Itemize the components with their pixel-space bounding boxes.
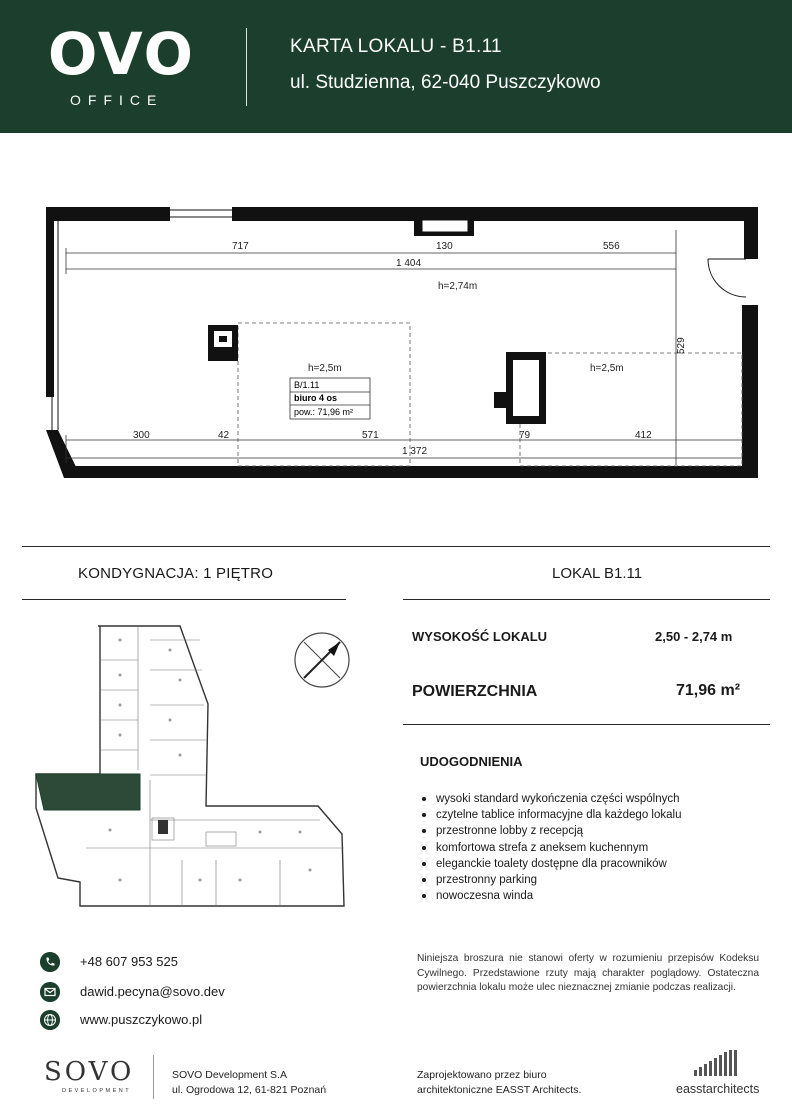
dim-right: 529 (676, 337, 687, 354)
height-value: 2,50 - 2,74 m (655, 629, 733, 644)
footer-divider (153, 1055, 154, 1099)
amenity-item: komfortowa strefa z aneksem kuchennym (422, 840, 681, 856)
height-main: h=2,74m (438, 281, 478, 292)
header-banner (0, 0, 792, 133)
area-label: POWIERZCHNIA (412, 683, 538, 700)
dim-bottom-3: 571 (362, 430, 379, 441)
ovo-logo: OVO (48, 20, 195, 88)
area-value: 71,96 m² (676, 682, 741, 699)
unit-label: LOKAL B1.11 (552, 565, 643, 582)
globe-icon (40, 1010, 60, 1030)
designer-line-1: Zaprojektowano przez biuro (417, 1069, 547, 1081)
amenity-item: czytelne tablice informacyjne dla każdego lokalu (422, 807, 681, 823)
property-address: ul. Studzienna, 62-040 Puszczykowo (290, 72, 601, 93)
office-logo-text: OFFICE (70, 92, 164, 108)
info-right-rule (403, 599, 770, 600)
dim-bottom-1: 300 (133, 430, 150, 441)
disclaimer-text: Niniejsza broszura nie stanowi oferty w rozumieniu przepisów Kodeksu Cywilnego. Przedstawione rzuty mają charakter poglądowy. Ostateczna powierzchnia lokalu może ulec nieznacznej zmianie podczas realizacji. (417, 953, 759, 993)
company-name: SOVO Development S.A (172, 1069, 287, 1081)
company-info (172, 1068, 326, 1098)
dim-total-top: 1 404 (396, 258, 422, 269)
website-link: www.puszczykowo.pl (80, 1012, 203, 1027)
sovo-logo-sub: DEVELOPMENT (62, 1088, 132, 1094)
amenity-item: wysoki standard wykończenia części wspólnych (422, 791, 681, 807)
installation-shaft (494, 352, 546, 424)
designer-line-2: architektoniczne EASST Architects. (417, 1084, 582, 1096)
room-name: biuro 4 os (294, 393, 338, 403)
structural-column (208, 325, 238, 361)
dim-top-3: 556 (603, 241, 620, 252)
sovo-logo: SOVO (44, 1057, 135, 1087)
room-area: pow.: 71,96 m² (294, 407, 354, 417)
phone-number: +48 607 953 525 (80, 954, 178, 969)
amenity-item: nowoczesna winda (422, 888, 681, 904)
amenity-item: eleganckie toalety dostępne dla pracowników (422, 856, 681, 872)
unit-floor-plan (0, 190, 792, 500)
dim-total-bottom: 1 372 (402, 446, 428, 457)
dim-bottom-2: 42 (218, 430, 230, 441)
phone-icon (40, 952, 60, 972)
highlighted-unit (36, 774, 140, 810)
page-title: KARTA LOKALU - B1.11 (290, 36, 502, 57)
company-address: ul. Ogrodowa 12, 61-821 Poznań (172, 1084, 327, 1096)
dim-top-1: 717 (232, 241, 249, 252)
height-left: h=2,5m (308, 363, 342, 374)
height-right: h=2,5m (590, 363, 624, 374)
easst-logo-icon (692, 1048, 738, 1078)
amenity-item: przestronny parking (422, 872, 681, 888)
dim-bottom-4: 79 (519, 430, 531, 441)
door-swing (708, 259, 746, 297)
amenities-title: UDOGODNIENIA (420, 754, 523, 769)
dim-bottom-5: 412 (635, 430, 652, 441)
info-top-rule (22, 546, 770, 547)
amenities-list (422, 791, 681, 904)
header-divider (246, 28, 247, 106)
specs-rule (403, 724, 770, 725)
window-top (170, 210, 232, 217)
dim-top-2: 130 (436, 241, 453, 252)
easst-logo-text: easstarchitects (676, 1082, 760, 1096)
room-code: B/1.11 (294, 380, 320, 390)
floor-label: KONDYGNACJA: 1 PIĘTRO (78, 565, 274, 582)
email-icon (40, 982, 60, 1002)
compass-icon (292, 630, 352, 690)
email-address: dawid.pecyna@sovo.dev (80, 984, 225, 999)
designer-info (417, 1068, 581, 1098)
amenity-item: przestronne lobby z recepcją (422, 823, 681, 839)
height-label: WYSOKOŚĆ LOKALU (412, 629, 548, 644)
info-left-rule (22, 599, 346, 600)
